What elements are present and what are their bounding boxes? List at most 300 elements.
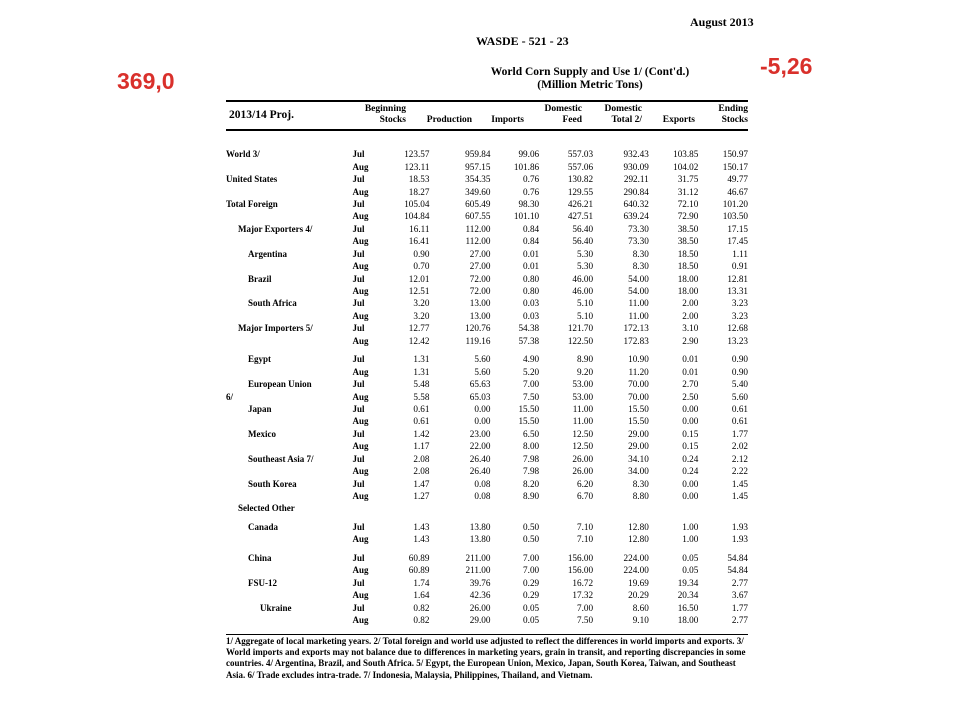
cell-value: 23.00 <box>469 428 491 439</box>
cell-value: 1.31 <box>413 366 430 377</box>
cell-value: 8.30 <box>632 248 649 259</box>
cell-value: 12.42 <box>408 335 430 346</box>
cell-value: 2.22 <box>731 466 748 477</box>
cell-value: 8.30 <box>632 261 649 272</box>
cell-value: 1.77 <box>731 428 748 439</box>
row-label <box>226 235 353 247</box>
cell-value: 7.98 <box>523 453 540 464</box>
cell-value: 640.32 <box>623 198 649 209</box>
table-row <box>226 285 748 297</box>
cell-value: 129.55 <box>567 186 594 197</box>
row-label: Major Exporters 4/ <box>238 223 313 234</box>
row-month <box>353 502 387 514</box>
row-month: Jul <box>352 298 365 309</box>
cell-value: 54.84 <box>727 565 748 576</box>
cell-value: 427.51 <box>567 211 594 222</box>
cell-value: 7.10 <box>577 534 594 545</box>
table-row <box>226 260 748 272</box>
cell-value: 56.40 <box>572 223 594 234</box>
cell-value: 0.29 <box>523 590 540 601</box>
cell-value: 103.50 <box>722 211 748 222</box>
row-label <box>226 614 353 626</box>
cell-value: 123.11 <box>404 161 430 172</box>
cell-value <box>649 502 699 514</box>
annotation-left-value: 369,0 <box>117 68 175 94</box>
cell-value: 3.23 <box>731 298 748 309</box>
cell-value <box>386 502 429 514</box>
cell-value: 65.03 <box>469 391 491 402</box>
cell-value: 8.20 <box>523 478 540 489</box>
cell-value: 12.50 <box>572 428 594 439</box>
cell-value: 34.10 <box>628 453 649 464</box>
cell-value: 1.42 <box>413 428 430 439</box>
cell-value: 11.00 <box>628 298 649 309</box>
table-row <box>226 440 748 452</box>
cell-value: 29.00 <box>628 441 649 452</box>
cell-value: 26.00 <box>469 602 491 613</box>
cell-value: 150.17 <box>722 161 748 172</box>
table-row <box>226 415 748 427</box>
cell-value: 7.50 <box>577 614 594 625</box>
cell-value: 0.80 <box>523 286 540 297</box>
row-month: Aug <box>352 614 369 625</box>
cell-value: 0.03 <box>523 298 540 309</box>
row-label: South Africa <box>248 298 297 309</box>
row-month: Jul <box>352 478 365 489</box>
row-month: Jul <box>352 323 365 334</box>
table-row <box>226 160 748 172</box>
table-row <box>226 335 748 347</box>
cell-value: 0.61 <box>413 416 430 427</box>
cell-value: 13.80 <box>469 534 491 545</box>
cell-value: 31.12 <box>677 186 699 197</box>
cell-value: 11.00 <box>572 416 594 427</box>
cell-value: 1.64 <box>413 590 430 601</box>
cell-value: 15.50 <box>628 416 649 427</box>
cell-value: 150.97 <box>722 149 748 160</box>
cell-value <box>593 502 649 514</box>
cell-value: 120.76 <box>465 323 491 334</box>
cell-value: 104.84 <box>404 211 430 222</box>
cell-value: 18.00 <box>677 286 699 297</box>
cell-value: 932.43 <box>623 149 649 160</box>
row-month: Jul <box>352 354 365 365</box>
row-label: Selected Other <box>238 503 295 514</box>
cell-value: 0.00 <box>682 478 699 489</box>
cell-value: 5.10 <box>577 298 594 309</box>
row-label: United States <box>226 174 278 185</box>
cell-value: 26.40 <box>469 466 491 477</box>
cell-value: 16.41 <box>408 236 430 247</box>
row-month: Aug <box>352 534 369 545</box>
table-row <box>226 614 748 626</box>
cell-value: 38.50 <box>677 236 699 247</box>
cell-value: 5.30 <box>577 261 594 272</box>
cell-value: 557.06 <box>567 161 594 172</box>
row-label <box>226 310 353 322</box>
cell-value: 349.60 <box>465 186 491 197</box>
cell-value: 0.00 <box>474 416 491 427</box>
cell-value: 354.35 <box>465 174 491 185</box>
cell-value: 54.00 <box>628 286 649 297</box>
cell-value: 46.67 <box>727 186 748 197</box>
cell-value: 10.90 <box>628 354 649 365</box>
cell-value: 38.50 <box>677 223 699 234</box>
cell-value: 6.70 <box>577 491 594 502</box>
header-rule <box>226 129 748 131</box>
cell-value: 8.80 <box>632 491 649 502</box>
cell-value: 70.00 <box>628 391 649 402</box>
cell-value: 2.90 <box>682 335 699 346</box>
cell-value: 5.20 <box>523 366 540 377</box>
cell-value: 19.34 <box>677 577 699 588</box>
cell-value: 290.84 <box>623 186 649 197</box>
cell-value: 18.50 <box>677 261 699 272</box>
report-id: WASDE - 521 - 23 <box>476 34 569 48</box>
cell-value: 224.00 <box>623 565 649 576</box>
cell-value: 72.00 <box>469 273 491 284</box>
table-row <box>226 521 748 533</box>
cell-value: 2.08 <box>413 466 430 477</box>
table-subtitle: (Million Metric Tons) <box>537 79 643 91</box>
table-row <box>226 173 748 185</box>
cell-value: 60.89 <box>408 552 430 563</box>
table-row <box>226 589 748 601</box>
cell-value: 11.00 <box>572 403 594 414</box>
cell-value: 15.50 <box>518 403 540 414</box>
cell-value: 101.86 <box>513 161 540 172</box>
cell-value: 27.00 <box>469 261 491 272</box>
cell-value: 73.30 <box>628 223 649 234</box>
cell-value: 5.40 <box>731 379 748 390</box>
cell-value: 26.40 <box>469 453 491 464</box>
cell-value: 7.98 <box>523 466 540 477</box>
table-row <box>226 453 748 465</box>
top-rule <box>226 100 748 102</box>
cell-value: 211.00 <box>465 565 491 576</box>
cell-value: 119.16 <box>465 335 491 346</box>
cell-value: 7.50 <box>523 391 540 402</box>
cell-value: 13.00 <box>469 310 491 321</box>
cell-value: 0.00 <box>682 491 699 502</box>
cell-value: 0.76 <box>523 186 540 197</box>
cell-value: 2.00 <box>682 310 699 321</box>
col-header-beginning-stocks: Beginning Stocks <box>364 104 406 125</box>
table-row <box>226 465 748 477</box>
cell-value: 0.05 <box>523 602 540 613</box>
row-label: Japan <box>248 403 272 414</box>
cell-value: 2.08 <box>413 453 430 464</box>
cell-value: 112.00 <box>465 223 491 234</box>
cell-value: 29.00 <box>628 428 649 439</box>
cell-value: 0.05 <box>682 565 699 576</box>
row-label: South Korea <box>248 478 297 489</box>
row-month: Aug <box>352 186 369 197</box>
row-label <box>226 365 353 377</box>
cell-value: 0.61 <box>731 416 748 427</box>
cell-value: 957.15 <box>465 161 491 172</box>
row-month: Aug <box>352 286 369 297</box>
cell-value: 0.90 <box>731 354 748 365</box>
cell-value: 18.53 <box>408 174 430 185</box>
cell-value: 1.11 <box>732 248 748 259</box>
row-label <box>226 260 353 272</box>
cell-value: 0.29 <box>523 577 540 588</box>
cell-value: 0.15 <box>682 428 699 439</box>
cell-value: 60.89 <box>408 565 430 576</box>
cell-value: 17.45 <box>727 236 748 247</box>
cell-value: 1.43 <box>413 534 430 545</box>
cell-value: 0.05 <box>682 552 699 563</box>
cell-value: 18.50 <box>677 248 699 259</box>
cell-value: 72.90 <box>677 211 699 222</box>
row-label <box>226 533 353 545</box>
cell-value: 7.10 <box>577 521 594 532</box>
table-row <box>226 235 748 247</box>
row-month: Jul <box>352 379 365 390</box>
cell-value: 426.21 <box>567 198 594 209</box>
cell-value: 607.55 <box>465 211 491 222</box>
table-row <box>226 223 748 235</box>
cell-value: 15.50 <box>518 416 540 427</box>
cell-value: 72.00 <box>469 286 491 297</box>
cell-value: 53.00 <box>572 379 594 390</box>
cell-value: 0.24 <box>682 453 699 464</box>
cell-value <box>539 502 593 514</box>
cell-value: 46.00 <box>572 286 594 297</box>
row-month: Jul <box>352 552 365 563</box>
cell-value <box>490 502 539 514</box>
cell-value: 0.76 <box>523 174 540 185</box>
cell-value: 31.75 <box>677 174 699 185</box>
cell-value: 605.49 <box>465 198 491 209</box>
cell-value: 0.84 <box>523 223 540 234</box>
table-row <box>226 564 748 576</box>
cell-value: 292.11 <box>623 174 649 185</box>
row-month: Jul <box>352 403 365 414</box>
cell-value: 53.00 <box>572 391 594 402</box>
cell-value: 0.08 <box>474 478 491 489</box>
col-header-ending-stocks: Ending Stocks <box>718 104 748 125</box>
cell-value: 3.20 <box>413 298 430 309</box>
cell-value: 1.45 <box>731 478 748 489</box>
cell-value: 2.50 <box>682 391 699 402</box>
cell-value: 56.40 <box>572 236 594 247</box>
row-month: Aug <box>352 391 369 402</box>
cell-value: 15.50 <box>628 403 649 414</box>
row-month: Jul <box>352 577 365 588</box>
cell-value: 0.15 <box>682 441 699 452</box>
col-header-production: Production <box>426 115 472 125</box>
cell-value: 0.61 <box>731 403 748 414</box>
row-label: Brazil <box>248 273 272 284</box>
cell-value: 13.80 <box>469 521 491 532</box>
cell-value: 123.57 <box>404 149 430 160</box>
row-label <box>226 285 353 297</box>
cell-value: 0.84 <box>523 236 540 247</box>
cell-value: 34.00 <box>628 466 649 477</box>
cell-value: 12.80 <box>628 521 649 532</box>
cell-value: 1.74 <box>413 577 430 588</box>
cell-value: 0.00 <box>682 403 699 414</box>
cell-value: 16.72 <box>572 577 594 588</box>
row-month: Jul <box>352 248 365 259</box>
row-label <box>226 440 353 452</box>
cell-value: 0.80 <box>523 273 540 284</box>
cell-value: 12.68 <box>727 323 748 334</box>
cell-value: 1.27 <box>413 491 430 502</box>
col-header-domestic-feed: Domestic Feed <box>544 104 582 125</box>
row-month: Jul <box>352 174 365 185</box>
cell-value: 1.93 <box>731 534 748 545</box>
cell-value: 639.24 <box>623 211 649 222</box>
cell-value <box>698 502 748 514</box>
cell-value: 4.90 <box>523 354 540 365</box>
bottom-rule <box>226 634 748 635</box>
cell-value: 121.70 <box>567 323 594 334</box>
cell-value: 18.27 <box>408 186 430 197</box>
table-row <box>226 378 748 390</box>
row-label: Ukraine <box>260 602 292 613</box>
cell-value: 8.90 <box>523 491 540 502</box>
cell-value: 0.82 <box>413 602 430 613</box>
cell-value: 49.77 <box>727 174 748 185</box>
cell-value: 7.00 <box>523 565 540 576</box>
cell-value: 17.32 <box>572 590 594 601</box>
cell-value: 54.38 <box>518 323 540 334</box>
cell-value: 0.24 <box>682 466 699 477</box>
row-month: Aug <box>352 161 369 172</box>
row-month: Jul <box>352 198 365 209</box>
cell-value: 5.60 <box>731 391 748 402</box>
row-month: Aug <box>352 590 369 601</box>
cell-value: 39.76 <box>469 577 491 588</box>
cell-value: 5.10 <box>577 310 594 321</box>
cell-value: 0.01 <box>523 248 540 259</box>
row-label: World 3/ <box>226 149 260 160</box>
row-month: Jul <box>352 223 365 234</box>
cell-value: 26.00 <box>572 453 594 464</box>
table-row <box>226 272 748 284</box>
cell-value: 1.93 <box>731 521 748 532</box>
row-month: Aug <box>352 416 369 427</box>
cell-value: 6.50 <box>523 428 540 439</box>
cell-value: 1.45 <box>731 491 748 502</box>
row-month: Aug <box>352 491 369 502</box>
cell-value: 13.00 <box>469 298 491 309</box>
cell-value: 0.61 <box>413 403 430 414</box>
row-month: Jul <box>352 428 365 439</box>
cell-value: 7.00 <box>523 379 540 390</box>
cell-value: 65.63 <box>469 379 491 390</box>
cell-value: 104.02 <box>673 161 699 172</box>
cell-value: 16.11 <box>409 223 430 234</box>
cell-value: 1.77 <box>731 602 748 613</box>
cell-value: 2.02 <box>731 441 748 452</box>
cell-value: 0.08 <box>474 491 491 502</box>
cell-value: 54.00 <box>628 273 649 284</box>
table-row <box>226 601 748 613</box>
table-row <box>226 353 748 365</box>
cell-value: 12.51 <box>408 286 430 297</box>
cell-value: 6.20 <box>577 478 594 489</box>
row-label: Canada <box>248 521 279 532</box>
col-header-domestic-total: Domestic Total 2/ <box>604 104 642 125</box>
corn-supply-table <box>226 148 748 626</box>
cell-value: 0.50 <box>523 521 540 532</box>
cell-value: 5.60 <box>474 366 491 377</box>
cell-value: 0.05 <box>523 614 540 625</box>
table-title: World Corn Supply and Use 1/ (Cont'd.) <box>490 66 690 78</box>
table-row <box>226 552 748 564</box>
cell-value: 103.85 <box>673 149 699 160</box>
cell-value: 26.00 <box>572 466 594 477</box>
cell-value: 0.01 <box>682 354 699 365</box>
row-label <box>226 490 353 502</box>
row-label <box>226 415 353 427</box>
row-label: China <box>248 552 272 563</box>
cell-value <box>429 502 490 514</box>
cell-value: 3.10 <box>682 323 699 334</box>
col-header-exports: Exports <box>662 115 695 125</box>
cell-value: 70.00 <box>628 379 649 390</box>
cell-value: 2.70 <box>682 379 699 390</box>
report-date: August 2013 <box>690 15 754 29</box>
cell-value: 3.20 <box>413 310 430 321</box>
cell-value: 224.00 <box>623 552 649 563</box>
row-month: Aug <box>352 211 369 222</box>
cell-value: 0.00 <box>474 403 491 414</box>
cell-value: 0.00 <box>682 416 699 427</box>
footnote: 1/ Aggregate of local marketing years. 2/ Total foreign and world use adjusted to reflect the differences in world imports and exports. 3/ World imports and exports may not balance due to differences in marketing years, grain in transit, and reporting discrepancies in some countries. 4/ Argentina, Brazil, and South Africa. 5/ Egypt, the European Union, Mexico, Japan, South Korea, Taiwan, and Southeast Asia. 6/ Trade excludes intra-trade. 7/ Indonesia, Malaysia, Philippines, Thailand, and Vietnam. <box>226 636 746 680</box>
row-label: 6/ <box>226 391 234 402</box>
row-label <box>226 210 353 222</box>
cell-value: 11.00 <box>628 310 649 321</box>
cell-value: 130.82 <box>567 174 594 185</box>
row-month: Aug <box>352 310 369 321</box>
cell-value: 1.31 <box>413 354 430 365</box>
cell-value: 20.29 <box>628 590 649 601</box>
row-month: Jul <box>352 602 365 613</box>
cell-value: 172.13 <box>623 323 649 334</box>
cell-value: 57.38 <box>518 335 540 346</box>
cell-value: 99.06 <box>518 149 540 160</box>
cell-value: 0.90 <box>413 248 430 259</box>
cell-value: 13.23 <box>727 335 748 346</box>
annotation-right-value: -5,26 <box>760 53 813 79</box>
cell-value: 22.00 <box>469 441 491 452</box>
cell-value: 98.30 <box>518 198 540 209</box>
row-label: Mexico <box>248 428 276 439</box>
table-row <box>226 148 748 160</box>
table-row <box>226 210 748 222</box>
table-row <box>226 198 748 210</box>
row-label: Major Importers 5/ <box>238 323 313 334</box>
table-row <box>226 403 748 415</box>
row-label <box>226 185 353 197</box>
cell-value: 0.01 <box>682 366 699 377</box>
cell-value: 13.31 <box>727 286 748 297</box>
cell-value: 8.30 <box>632 478 649 489</box>
cell-value: 19.69 <box>628 577 649 588</box>
row-label <box>226 589 353 601</box>
row-label: European Union <box>248 379 312 390</box>
cell-value: 959.84 <box>465 149 491 160</box>
cell-value: 101.20 <box>722 198 748 209</box>
cell-value: 2.00 <box>682 298 699 309</box>
cell-value: 1.00 <box>682 534 699 545</box>
cell-value: 18.00 <box>677 273 699 284</box>
